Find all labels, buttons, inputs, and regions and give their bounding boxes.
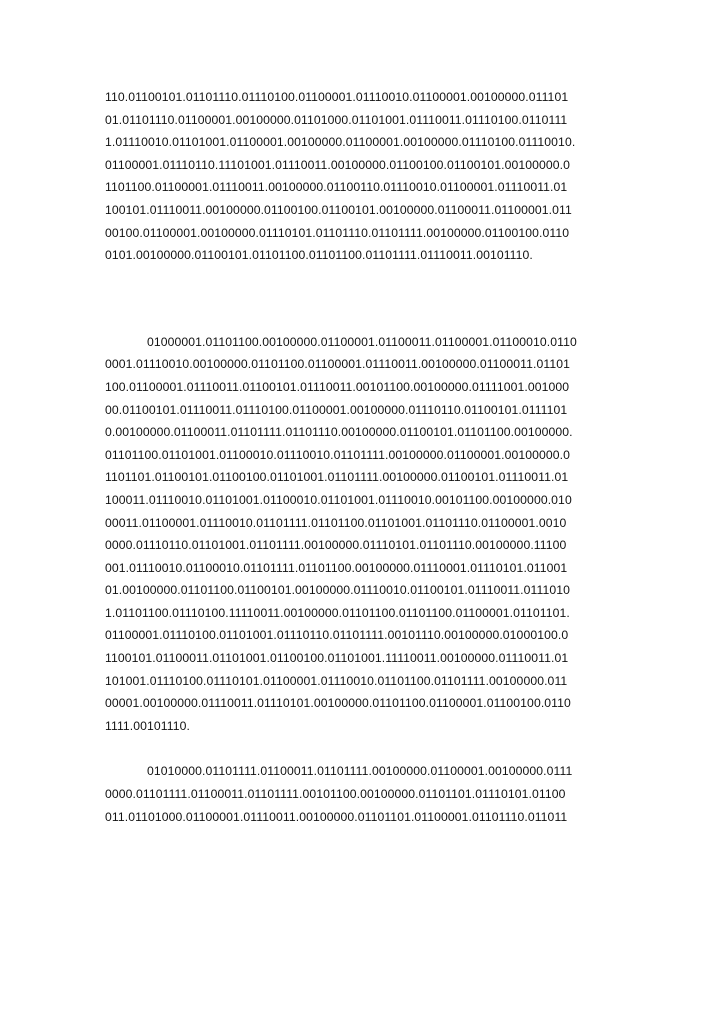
- paragraph-1: [105, 86, 635, 267]
- text-line: 100011.01110010.01101001.01100010.01101001.01110010.00101100.00100000.010: [105, 492, 572, 507]
- text-line: 1.01101100.01110100.11110011.00100000.01101100.01101100.01100001.01101101.: [105, 605, 570, 620]
- text-line: 01010000.01101111.01100011.01101111.00100000.01100001.00100000.0111: [147, 764, 573, 779]
- text-line: 0.00100000.01100011.01101111.01101110.00100000.01100101.01101100.00100000.: [105, 425, 573, 440]
- text-line: 00001.00100000.01110011.01110101.00100000.01101100.01100001.01100100.0110: [105, 696, 571, 711]
- text-line: 01.01101110.01100001.00100000.01101000.01101001.01110011.01110100.0110111: [105, 112, 568, 127]
- text-line: 0001.01110010.00100000.01101100.01100001.01110011.00100000.01100011.01101: [105, 357, 571, 372]
- text-line: 00011.01100001.01110010.01101111.01101100.01101001.01101110.01100001.0010: [105, 515, 567, 530]
- text-line: 011.01101000.01100001.01110011.00100000.01101101.01100001.01101110.011011: [105, 809, 568, 824]
- text-line: 1.01110010.01101001.01100001.00100000.01100001.00100000.01110100.01110010.: [105, 135, 576, 150]
- text-line: 01100001.01110110.11101001.01110011.00100000.01100100.01100101.00100000.0: [105, 157, 571, 172]
- text-line: 1101101.01100101.01100100.01101001.01101111.00100000.01100101.01110011.01: [105, 470, 569, 485]
- text-line: 0101.00100000.01100101.01101100.01101100.01101111.01110011.00101110.: [105, 248, 533, 263]
- text-line: 01101100.01101001.01100010.01110010.01101111.00100000.01100001.00100000.0: [105, 447, 571, 462]
- paragraph-spacer: [105, 267, 635, 331]
- paragraph-3: [105, 760, 635, 828]
- text-line: 110.01100101.01101110.01110100.01100001.01110010.01100001.00100000.011101: [105, 90, 569, 104]
- text-line: 01000001.01101100.00100000.01100001.01100011.01100001.01100010.0110: [147, 334, 577, 349]
- document-body: [105, 86, 635, 828]
- paragraph-spacer: [105, 737, 635, 760]
- text-line: 01100001.01110100.01101001.01110110.01101111.00101110.00100000.01000100.0: [105, 628, 569, 643]
- text-line: 1101100.01100001.01110011.00100000.01100110.01110010.01100001.01110011.01: [105, 180, 568, 195]
- text-line: 100.01100001.01110011.01100101.01110011.00101100.00100000.01111001.001000: [105, 379, 570, 394]
- text-line: 01.00100000.01101100.01100101.00100000.01110010.01100101.01110011.0111010: [105, 583, 571, 598]
- text-line: 101001.01110100.01110101.01100001.01110010.01101100.01101111.00100000.011: [105, 673, 568, 688]
- text-line: 1111.00101110.: [105, 718, 190, 733]
- text-line: 00100.01100001.00100000.01110101.01101110.01101111.00100000.01100100.0110: [105, 225, 570, 240]
- text-line: 100101.01110011.00100000.01100100.01100101.00100000.01100011.01100001.011: [105, 202, 572, 217]
- text-line: 00.01100101.01110011.01110100.01100001.00100000.01110110.01100101.0111101: [105, 402, 568, 417]
- paragraph-2: [105, 331, 635, 738]
- text-line: 0000.01110110.01101001.01101111.00100000.01110101.01101110.00100000.11100: [105, 538, 567, 553]
- text-line: 1100101.01100011.01101001.01100100.01101001.11110011.00100000.01110011.01: [105, 651, 569, 666]
- text-line: 001.01110010.01100010.01101111.01101100.00100000.01110001.01110101.011001: [105, 560, 568, 575]
- text-line: 0000.01101111.01100011.01101111.00101100.00100000.01101101.01110101.01100: [105, 787, 566, 802]
